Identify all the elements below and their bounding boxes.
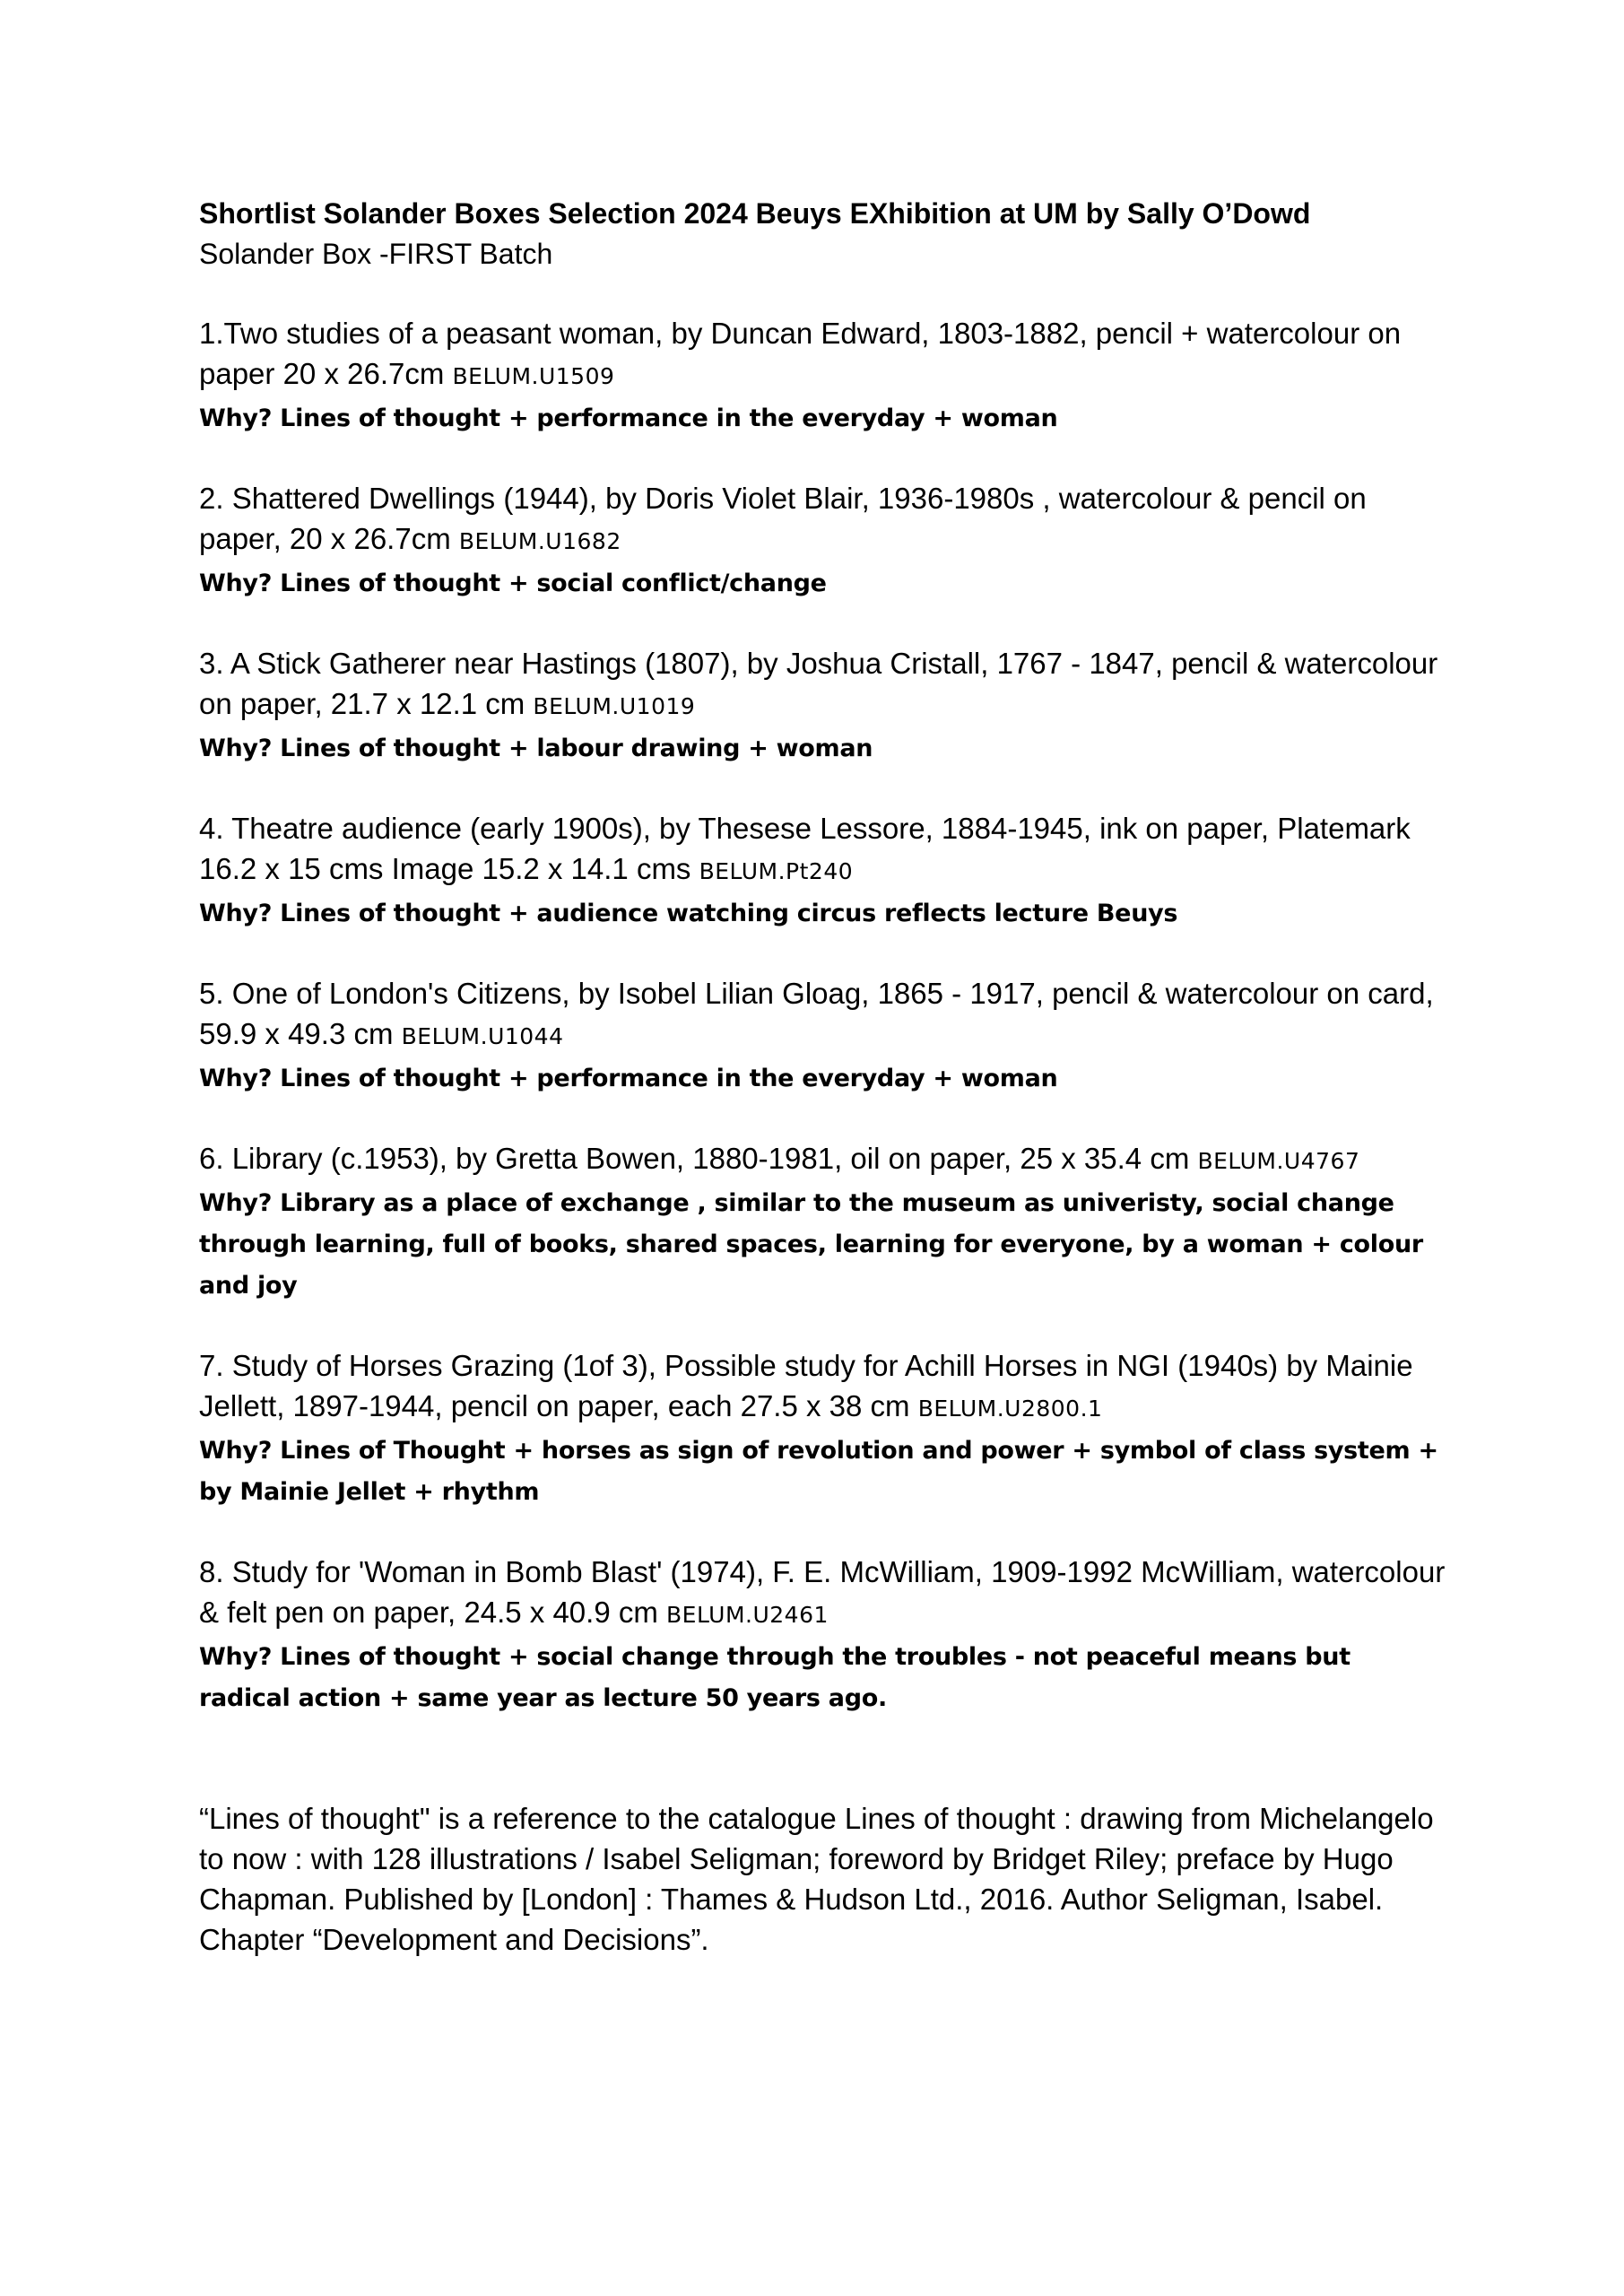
list-item-5 xyxy=(199,973,1446,1100)
item-rationale: Why? Library as a place of exchange , similar to the museum as univeristy, social change through learning, full of books, shared spaces, learning for everyone, by a woman + colour and joy xyxy=(199,1189,1423,1300)
item-description-text: 7. Study of Horses Grazing (1of 3), Possible study for Achill Horses in NGI (1940s) by Mainie Jellett, 1897-1944, pencil on paper, each 27.5 x 38 cm xyxy=(199,1349,1413,1422)
item-description xyxy=(199,1138,1446,1181)
item-description xyxy=(199,808,1446,891)
list-item-2 xyxy=(199,478,1446,604)
reference-note: “Lines of thought" is a reference to the catalogue Lines of thought : drawing from Michelangelo to now : with 128 illustrations / Isabel Seligman; foreword by Bridget Riley; preface by Hugo Chapman. Published by [London] : Thames & Hudson Ltd., 2016. Author Seligman, Isabel. Chapter “Development and Decisions”. xyxy=(199,1802,1434,1956)
item-description-text: 6. Library (c.1953), by Gretta Bowen, 1880-1981, oil on paper, 25 x 35.4 cm xyxy=(199,1142,1190,1175)
item-catalogue-code: BELUM.U1682 xyxy=(458,528,621,554)
item-catalogue-code: BELUM.U1044 xyxy=(401,1023,564,1049)
list-item-8 xyxy=(199,1552,1446,1719)
item-description-text: 1.Two studies of a peasant woman, by Duncan Edward, 1803-1882, pencil + watercolour on paper 20 x 26.7cm xyxy=(199,317,1402,390)
item-description-text: 3. A Stick Gatherer near Hastings (1807), by Joshua Cristall, 1767 - 1847, pencil & watercolour on paper, 21.7 x 12.1 cm xyxy=(199,647,1438,720)
item-catalogue-code: BELUM.U1019 xyxy=(533,693,696,719)
item-rationale: Why? Lines of thought + performance in the everyday + woman xyxy=(199,404,1058,432)
document-subtitle: Solander Box -FIRST Batch xyxy=(199,238,553,270)
item-rationale: Why? Lines of thought + labour drawing + woman xyxy=(199,735,873,762)
item-catalogue-code: BELUM.Pt240 xyxy=(699,858,854,884)
item-rationale: Why? Lines of Thought + horses as sign of revolution and power + symbol of class system + by Mainie Jellet + rhythm xyxy=(199,1437,1438,1506)
item-description-text: 2. Shattered Dwellings (1944), by Doris Violet Blair, 1936-1980s , watercolour & pencil on paper, 20 x 26.7cm xyxy=(199,482,1367,555)
item-description xyxy=(199,478,1446,561)
document-body xyxy=(199,194,1446,1960)
list-item-3 xyxy=(199,643,1446,770)
item-rationale: Why? Lines of thought + social conflict/change xyxy=(199,570,827,597)
list-item-7 xyxy=(199,1345,1446,1513)
item-description xyxy=(199,313,1446,396)
item-catalogue-code: BELUM.U4767 xyxy=(1197,1148,1360,1174)
item-catalogue-code: BELUM.U2800.1 xyxy=(917,1396,1103,1422)
item-rationale: Why? Lines of thought + social change through the troubles - not peaceful means but radical action + same year as lecture 50 years ago. xyxy=(199,1643,1350,1712)
item-rationale: Why? Lines of thought + performance in the everyday + woman xyxy=(199,1065,1058,1092)
item-description-text: 5. One of London's Citizens, by Isobel Lilian Gloag, 1865 - 1917, pencil & watercolour on card, 59.9 x 49.3 cm xyxy=(199,977,1434,1050)
document-title: Shortlist Solander Boxes Selection 2024 Beuys EXhibition at UM by Sally O’Dowd xyxy=(199,197,1311,230)
item-description xyxy=(199,973,1446,1057)
item-description xyxy=(199,643,1446,726)
list-item-1 xyxy=(199,313,1446,439)
item-rationale: Why? Lines of thought + audience watching circus reflects lecture Beuys xyxy=(199,900,1178,927)
item-description-text: 8. Study for 'Woman in Bomb Blast' (1974), F. E. McWilliam, 1909-1992 McWilliam, watercolour & felt pen on paper, 24.5 x 40.9 cm xyxy=(199,1555,1446,1629)
list-item-6 xyxy=(199,1138,1446,1307)
item-catalogue-code: BELUM.U1509 xyxy=(452,363,615,389)
item-description-text: 4. Theatre audience (early 1900s), by Thesese Lessore, 1884-1945, ink on paper, Platemark 16.2 x 15 cms Image 15.2 x 14.1 cms xyxy=(199,812,1411,885)
list-item-4 xyxy=(199,808,1446,935)
item-catalogue-code: BELUM.U2461 xyxy=(666,1602,829,1628)
item-description xyxy=(199,1345,1446,1429)
item-description xyxy=(199,1552,1446,1635)
